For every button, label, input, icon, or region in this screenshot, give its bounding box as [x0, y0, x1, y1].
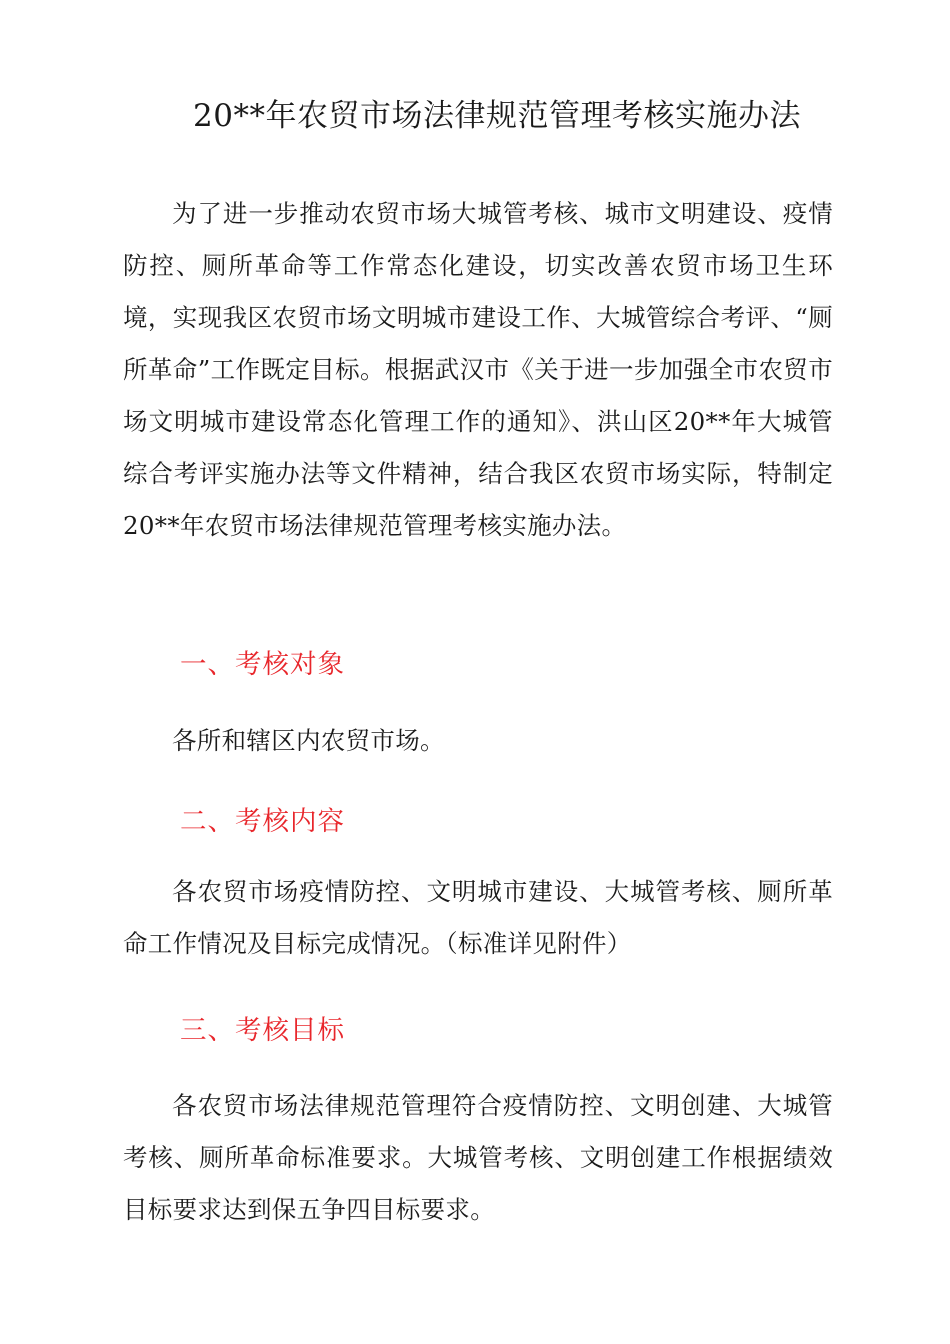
- document-title: 20**年农贸市场法律规范管理考核实施办法: [193, 98, 801, 134]
- section-heading-assessment-target: 一、考核对象: [180, 649, 345, 680]
- section-body-assessment-goal: 各农贸市场法律规范管理符合疫情防控、文明创建、大城管考核、厕所革命标准要求。大城管考核、文明创建工作根据绩效目标要求达到保五争四目标要求。: [123, 1091, 833, 1224]
- section-body-assessment-target: 各所和辖区内农贸市场。: [172, 726, 445, 755]
- intro-paragraph: 为了进一步推动农贸市场大城管考核、城市文明建设、疫情防控、厕所革命等工作常态化建设，切实改善农贸市场卫生环境，实现我区农贸市场文明城市建设工作、大城管综合考评、“厕所革命”工作既定目标。根据武汉市《关于进一步加强全市农贸市场文明城市建设常态化管理工作的通知》、洪山区20**年大城管综合考评实施办法等文件精神，结合我区农贸市场实际，特制定20**年农贸市场法律规范管理考核实施办法。: [123, 199, 833, 540]
- section-heading-assessment-content: 二、考核内容: [180, 806, 345, 837]
- section-body-assessment-content: 各农贸市场疫情防控、文明城市建设、大城管考核、厕所革命工作情况及目标完成情况。（标准详见附件）: [123, 877, 833, 958]
- section-heading-assessment-goal: 三、考核目标: [180, 1015, 345, 1046]
